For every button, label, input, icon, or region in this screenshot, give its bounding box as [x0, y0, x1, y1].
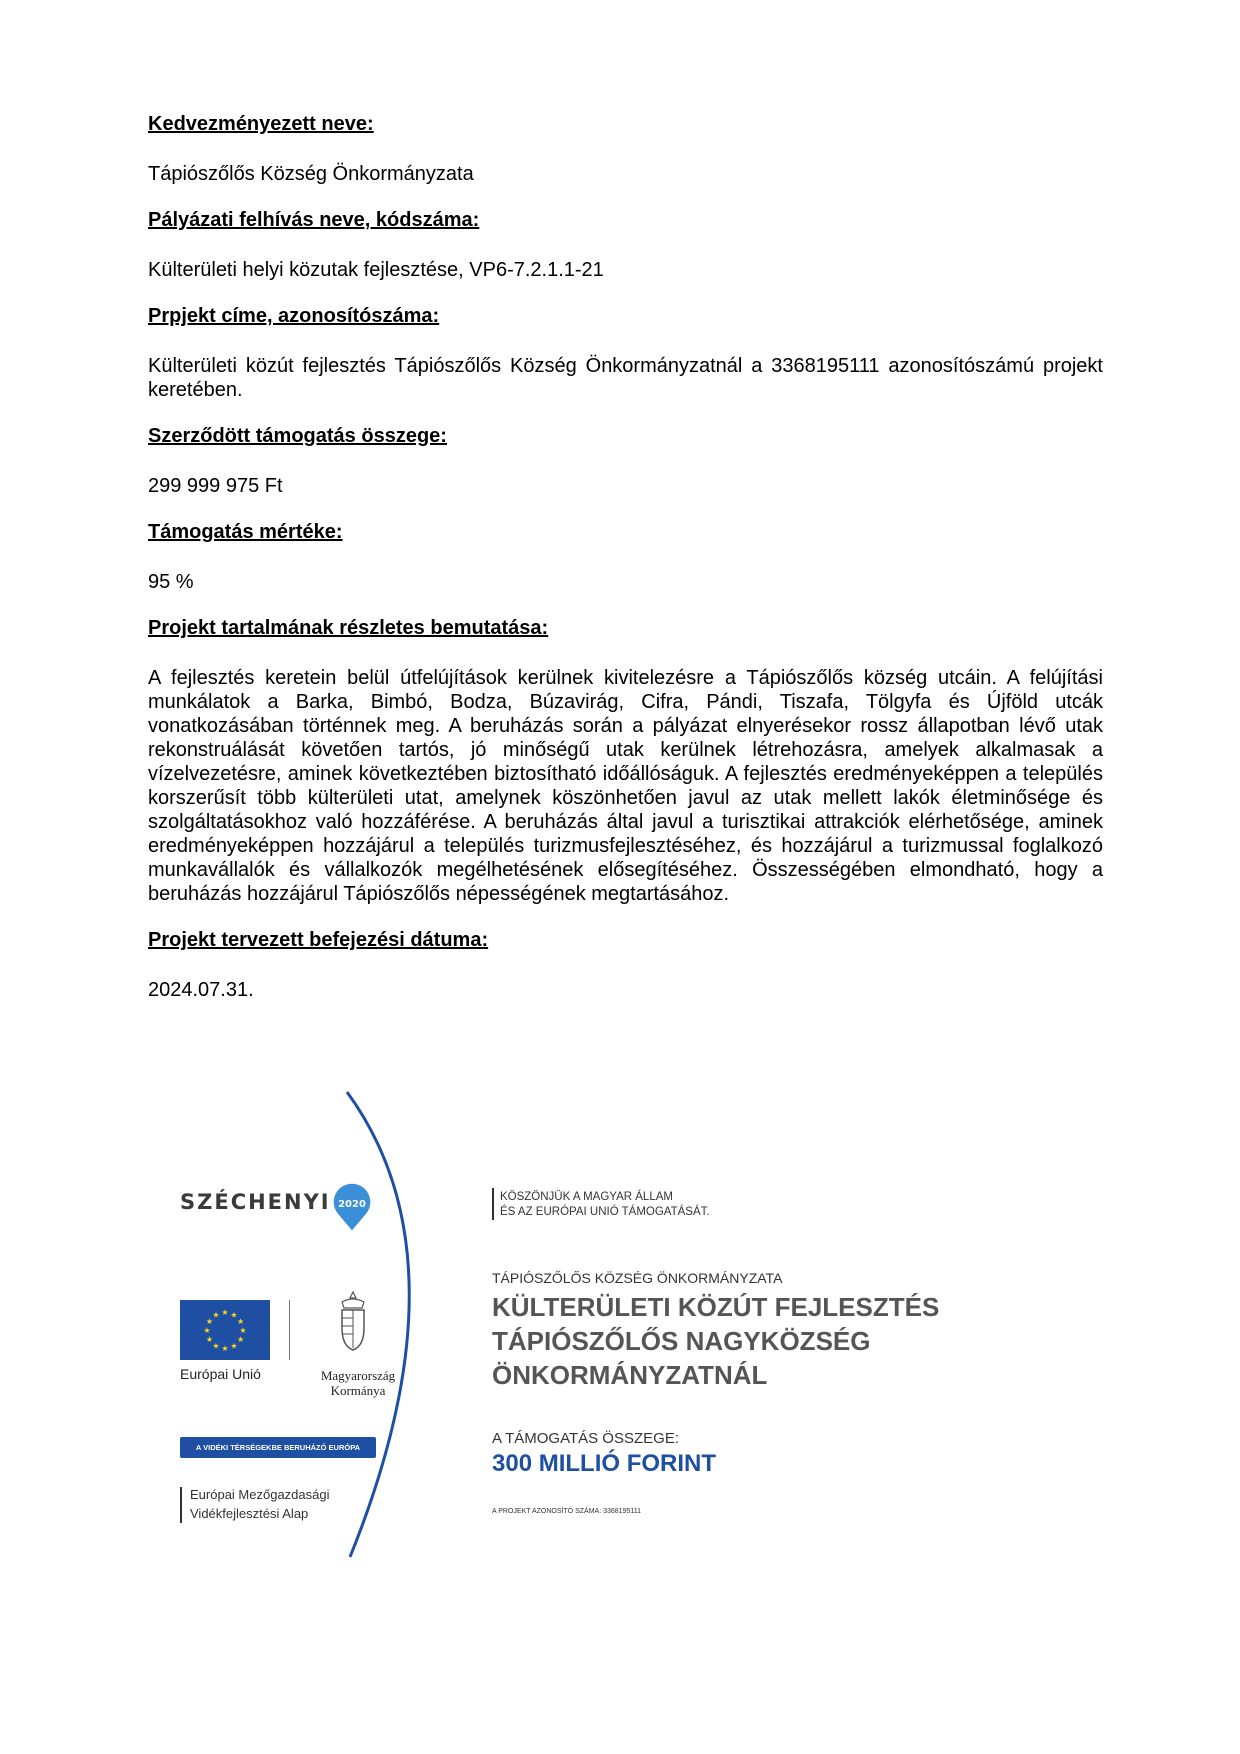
board-amount-label: A TÁMOGATÁS ÖSSZEGE: — [492, 1430, 679, 1447]
thanks-divider — [492, 1188, 494, 1220]
grant-value: 299 999 975 Ft — [148, 475, 283, 497]
government-label-line2: Kormánya — [330, 1383, 386, 1398]
szechenyi-2020-badge — [327, 1182, 377, 1232]
eu-star-icon: ★ — [230, 1310, 238, 1320]
board-title-line1: KÜLTERÜLETI KÖZÚT FEJLESZTÉS — [492, 1292, 940, 1322]
coat-of-arms-icon — [334, 1290, 372, 1352]
government-label-line1: Magyarország — [320, 1368, 396, 1383]
board-project-id: A PROJEKT AZONOSÍTÓ SZÁMA: 3368195111 — [492, 1508, 642, 1515]
eu-star-icon: ★ — [205, 1317, 213, 1326]
rate-heading: Támogatás mértéke: — [148, 521, 343, 543]
rural-europe-banner: A VIDÉKI TÉRSÉGEKBE BERUHÁZÓ EURÓPA — [180, 1437, 376, 1458]
eu-star-icon: ★ — [237, 1317, 245, 1326]
project-heading: Prpjekt címe, azonosítószáma: — [148, 305, 440, 327]
eu-star-icon: ★ — [205, 1335, 213, 1344]
call-heading: Pályázati felhívás neve, kódszáma: — [148, 209, 480, 231]
eu-label: Európai Unió — [180, 1366, 261, 1382]
description-heading: Projekt tartalmának részletes bemutatása: — [148, 617, 549, 639]
eu-star-icon: ★ — [239, 1326, 247, 1335]
fund-divider — [180, 1487, 182, 1523]
board-beneficiary: TÁPIÓSZŐLŐS KÖZSÉG ÖNKORMÁNYZATA — [492, 1270, 783, 1286]
szechenyi-year: 2020 — [338, 1199, 366, 1210]
logo-divider — [289, 1300, 290, 1360]
eu-star-icon: ★ — [230, 1341, 238, 1351]
call-value: Külterületi helyi közutak fejlesztése, VP6-7.2.1.1-21 — [148, 259, 604, 281]
fund-label — [190, 1485, 360, 1523]
thanks-line1: KÖSZÖNJÜK A MAGYAR ÁLLAM — [500, 1191, 673, 1203]
rate-value: 95 % — [148, 571, 194, 593]
eu-star-icon: ★ — [237, 1335, 245, 1344]
description-value: A fejlesztés keretein belül útfelújítások kerülnek kivitelezésre a Tápiószőlős község utcáin. A felújítási munkálatok a Barka, Bimbó, Bodza, Búzavirág, Cifra, Pándi, Tiszafa, Tölgyfa és Újföld utcák vonatkozásában történnek meg. A beruházás során a pályázat elnyerésekor rossz állapotban lévő utak rekonstruálását követően tartós, jó minőségű utak kerülnek létrehozásra, amelyek alkalmasak a vízelvezetésre, aminek következtében biztosítható időállóságuk. A fejlesztés eredményeképpen a település korszerűsít több külterületi utat, amelynek köszönhetően javul az utak mellett lakók életminősége és szolgáltatásokhoz való hozzáférése. A beruházás által javul a turisztikai attrakciók elérhetősége, aminek eredményeképpen hozzájárul a település turizmusfejlesztéséhez, és hozzájárul a turizmussal foglalkozó munkavállalók és vállalkozók megélhetésének elősegítéséhez. Összességében elmondható, hogy a beruházás hozzájárul Tápiószőlős népességének megtartásához. — [148, 667, 1103, 905]
board-title-line3: ÖNKORMÁNYZATNÁL — [492, 1360, 768, 1390]
thanks-text — [500, 1190, 800, 1220]
project-value: Külterületi közút fejlesztés Tápiószőlős Község Önkormányzatnál a 3368195111 azonosítószámú projekt keretében. — [148, 355, 1103, 401]
fund-label-line2: Vidékfejlesztési Alap — [190, 1506, 309, 1521]
board-project-title — [492, 1290, 1052, 1392]
government-label — [300, 1368, 416, 1398]
eu-star-icon: ★ — [203, 1326, 211, 1335]
end-date-heading: Projekt tervezett befejezési dátuma: — [148, 929, 489, 951]
end-date-value: 2024.07.31. — [148, 979, 254, 1001]
eu-flag-icon — [180, 1300, 270, 1360]
board-title-line2: TÁPIÓSZŐLŐS NAGYKÖZSÉG — [492, 1326, 871, 1356]
eu-star-icon: ★ — [212, 1341, 220, 1351]
grant-heading: Szerződött támogatás összege: — [148, 425, 447, 447]
board-amount: 300 MILLIÓ FORINT — [492, 1450, 717, 1477]
fund-label-line1: Európai Mezőgazdasági — [190, 1487, 330, 1502]
beneficiary-value: Tápiószőlős Község Önkormányzata — [148, 163, 474, 185]
szechenyi-logo-text: SZÉCHENYI — [180, 1190, 331, 1214]
thanks-line2: ÉS AZ EURÓPAI UNIÓ TÁMOGATÁSÁT. — [500, 1206, 710, 1218]
beneficiary-heading: Kedvezményezett neve: — [148, 113, 374, 135]
eu-star-icon: ★ — [221, 1308, 229, 1317]
eu-star-icon: ★ — [221, 1344, 229, 1353]
eu-star-icon: ★ — [212, 1310, 220, 1320]
